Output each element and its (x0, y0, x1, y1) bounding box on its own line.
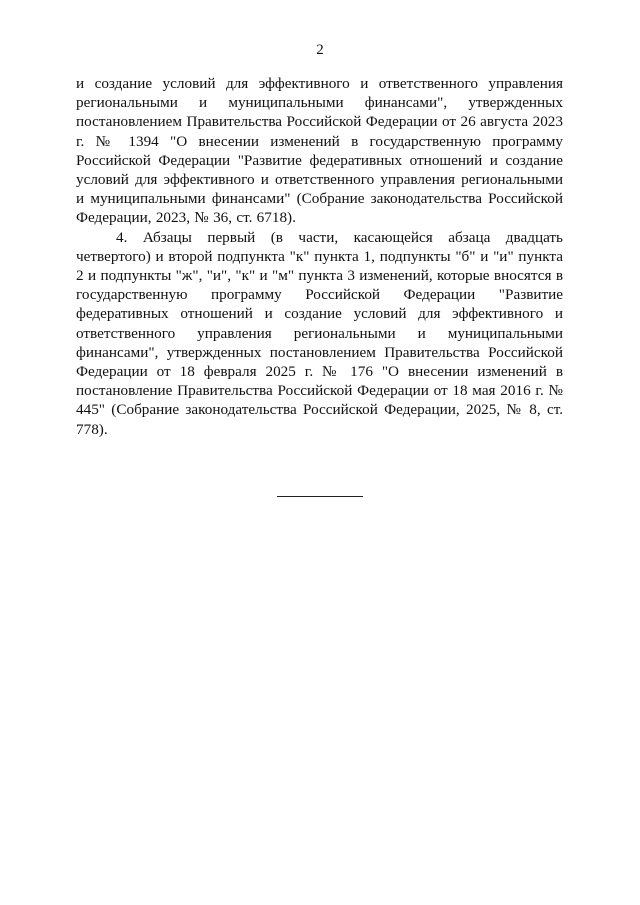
document-body (76, 74, 563, 439)
end-separator-line (277, 496, 363, 497)
paragraph-item-4: 4. Абзацы первый (в части, касающейся абзаца двадцать четвертого) и второй подпункта "к" пункта 1, подпункты "б" и "и" пункта 2 и подпункты "ж", "и", "к" и "м" пункта 3 изменений, которые вносятся в государственную программу Российской Федерации "Развитие федеративных отношений и создание условий для эффективного и ответственного управления региональными и муниципальными финансами", утвержденных постановлением Правительства Российской Федерации от 18 февраля 2025 г. № 176 "О внесении изменений в постановление Правительства Российской Федерации от 18 мая 2016 г. № 445" (Собрание законодательства Российской Федерации, 2025, № 8, ст. 778). (76, 228, 563, 438)
paragraph-continuation: и создание условий для эффективного и ответственного управления региональными и муниципальными финансами", утвержденных постановлением Правительства Российской Федерации от 26 августа 2023 г. № 1394 "О внесении изменений в государственную программу Российской Федерации "Развитие федеративных отношений и создание условий для эффективного и ответственного управления региональными и муниципальными финансами" (Собрание законодательства Российской Федерации, 2023, № 36, ст. 6718). (76, 75, 563, 227)
page-number: 2 (316, 42, 324, 58)
